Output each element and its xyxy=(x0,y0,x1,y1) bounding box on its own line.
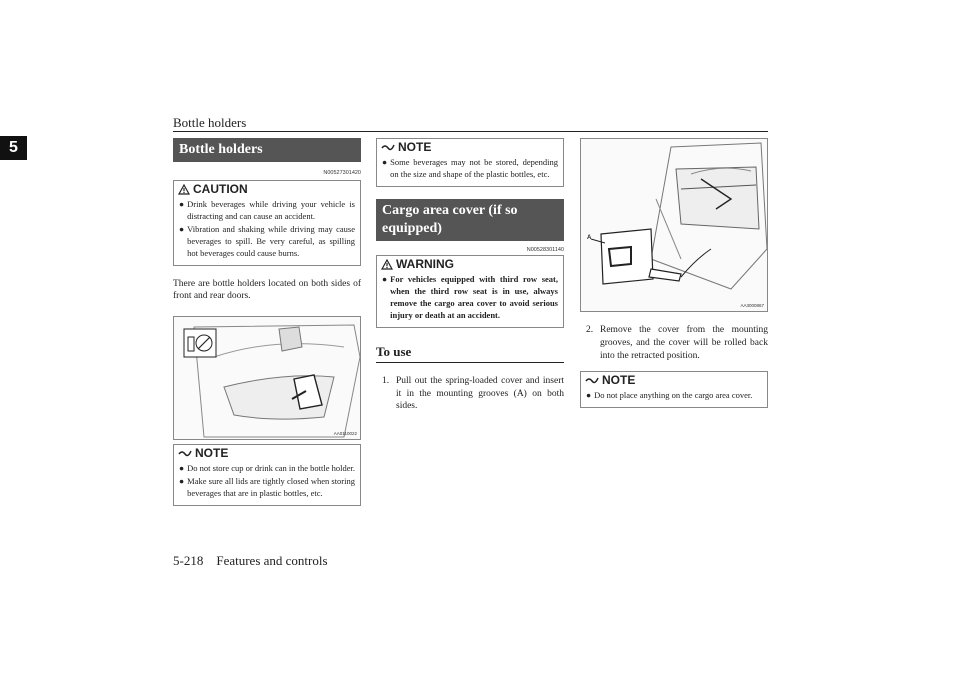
note-box xyxy=(376,138,564,187)
door-bottle-holder-drawing xyxy=(174,317,361,439)
note-label: NOTE xyxy=(602,373,636,388)
page-header-title: Bottle holders xyxy=(173,115,247,130)
note-header xyxy=(581,372,767,388)
step-1 xyxy=(376,375,564,413)
warning-label: WARNING xyxy=(396,257,454,272)
bottle-holder-illustration xyxy=(173,316,361,440)
step-text: Pull out the spring-loaded cover and insert it in the mounting grooves (A) on both sides. xyxy=(396,375,564,412)
warning-box xyxy=(376,255,564,328)
figure-callout-a: A xyxy=(587,235,592,241)
list-item: ● For vehicles equipped with third row seat, when the third row seat is in use, always remove the cargo area cover to avoid serious injury or death at an accident. xyxy=(382,274,558,320)
note-pen-icon xyxy=(381,142,395,153)
intro-paragraph: There are bottle holders located on both sides of front and rear doors. xyxy=(173,278,361,302)
list-item: ● Do not place anything on the cargo area cover. xyxy=(586,390,753,401)
section-code: N00527301420 xyxy=(323,170,361,177)
figure-id: AA3000867 xyxy=(740,303,764,308)
step-number: 1. xyxy=(382,375,390,386)
note-box xyxy=(580,371,768,408)
column-3 xyxy=(580,138,768,408)
caution-body xyxy=(174,197,360,264)
cargo-area-drawing xyxy=(581,139,768,311)
section-title-cargo-cover: Cargo area cover (if so equipped) xyxy=(376,199,564,241)
figure-id: AA0110022 xyxy=(333,431,357,437)
note-header xyxy=(174,445,360,461)
note-label: NOTE xyxy=(195,446,229,461)
step-text: Remove the cover from the mounting grooves, and the cover will be rolled back into the retracted position. xyxy=(600,325,768,361)
note-body xyxy=(377,155,563,186)
page-number: 5-218 xyxy=(173,553,204,568)
caution-header xyxy=(174,181,360,197)
list-item: ● Drink beverages while driving your vehicle is distracting and can cause an accident. xyxy=(179,199,355,222)
list-item: ● Do not store cup or drink can in the bottle holder. xyxy=(179,463,355,474)
caution-box xyxy=(173,180,361,265)
note-pen-icon xyxy=(585,375,599,386)
note-box xyxy=(173,444,361,506)
section-code: N00528301140 xyxy=(526,247,564,254)
chapter-tab: 5 xyxy=(0,136,27,160)
section-title-bottle-holders: Bottle holders xyxy=(173,138,361,162)
note-header xyxy=(377,139,563,155)
list-item: ● Some beverages may not be stored, depending on the size and shape of the plastic bottles, etc. xyxy=(382,157,558,179)
list-item: ● Make sure all lids are tightly closed when storing beverages that are in plastic bottles, etc. xyxy=(179,476,355,499)
note-pen-icon xyxy=(178,448,192,459)
column-2 xyxy=(376,138,564,413)
caution-triangle-icon xyxy=(178,184,190,195)
warning-body xyxy=(377,272,563,327)
caution-label: CAUTION xyxy=(193,182,248,197)
column-1 xyxy=(173,138,361,506)
note-body xyxy=(581,388,767,407)
header-rule xyxy=(173,131,768,132)
subsection-title-to-use: To use xyxy=(376,344,564,363)
step-2 xyxy=(580,324,768,362)
warning-triangle-icon xyxy=(381,259,393,270)
step-number: 2. xyxy=(586,325,594,335)
note-body xyxy=(174,461,360,505)
cargo-cover-illustration xyxy=(580,138,768,312)
footer-section: Features and controls xyxy=(216,553,328,568)
warning-header xyxy=(377,256,563,272)
note-label: NOTE xyxy=(398,140,432,154)
page-footer xyxy=(173,553,328,569)
list-item: ● Vibration and shaking while driving may cause beverages to spill. Be very careful, as spilling hot beverages could cause burns. xyxy=(179,223,355,258)
